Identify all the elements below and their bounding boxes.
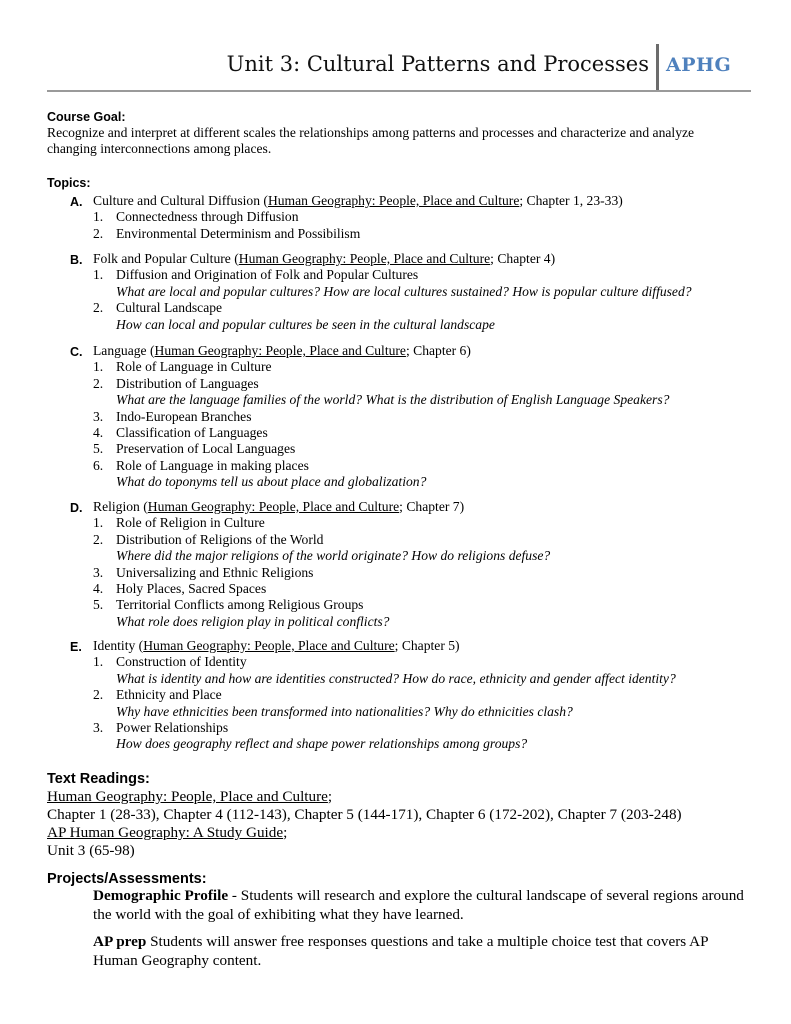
topic-c [70, 343, 760, 491]
book-reference: Human Geography: People, Place and Culture [154, 343, 406, 358]
topic-title: Religion (Human Geography: People, Place and Culture; Chapter 7) [93, 499, 465, 514]
guiding-question: How does geography reflect and shape power relationships among groups? [116, 736, 528, 752]
topic-letter: C. [70, 345, 83, 359]
topic-d [70, 499, 760, 630]
guiding-question: Why have ethnicities been transformed into nationalities? Why do ethnicities clash? [116, 703, 573, 719]
subtopic: 1. Diffusion and Origination of Folk and Popular Cultures What are local and popular cultures? How are local cultures sustained? How is popular culture diffused? [70, 267, 760, 300]
topic-b [70, 251, 760, 333]
header-divider [656, 44, 659, 90]
subtopic: 4. Holy Places, Sacred Spaces [93, 581, 267, 597]
reading-chapters: Unit 3 (65-98) [47, 842, 135, 859]
book-reference: Human Geography: People, Place and Culture [147, 499, 400, 514]
topic-letter: E. [70, 640, 82, 654]
book-reference: Human Geography: People, Place and Culture [238, 251, 491, 266]
page-title: Unit 3: Cultural Patterns and Processes [226, 52, 649, 76]
topic-letter: A. [70, 195, 83, 209]
guiding-question: What are the language families of the world? What is the distribution of English Language Speakers? [116, 392, 670, 408]
guiding-question: What is identity and how are identities constructed? How do race, ethnicity and gender affect identity? [116, 670, 676, 686]
subtopic: 3. Indo-European Branches [93, 408, 252, 424]
topic-letter: B. [70, 253, 83, 267]
subtopic: 2. Distribution of Religions of the World Where did the major religions of the world originate? How do religions defuse? [70, 532, 760, 565]
course-brand: APHG [666, 54, 732, 76]
guiding-question: What role does religion play in political conflicts? [116, 613, 390, 629]
topic-letter: D. [70, 501, 83, 515]
topic-title: Language (Human Geography: People, Place and Culture; Chapter 6) [93, 343, 471, 358]
subtopic: 2. Distribution of Languages What are the language families of the world? What is the distribution of English Language Speakers? [70, 376, 760, 409]
subtopic: 1. Connectedness through Diffusion [93, 209, 299, 225]
topic-title: Folk and Popular Culture (Human Geography: People, Place and Culture; Chapter 4) [93, 251, 556, 266]
subtopic: 6. Role of Language in making places What do toponyms tell us about place and globalization? [70, 458, 760, 491]
subtopic: 5. Territorial Conflicts among Religious Groups What role does religion play in political conflicts? [70, 597, 760, 630]
subtopic: 2. Cultural Landscape How can local and popular cultures be seen in the cultural landscape [70, 300, 760, 333]
book-reference: AP Human Geography: A Study Guide [47, 824, 284, 841]
topic-e [70, 638, 760, 753]
topic-a [70, 193, 760, 242]
subtopic: 1. Role of Language in Culture [93, 359, 272, 375]
book-reference: Human Geography: People, Place and Culture [47, 788, 328, 805]
course-goal-text: Recognize and interpret at different scales the relationships among patterns and processes and characterize and analyze changing interconnections among places. [47, 125, 695, 157]
subtopic: 1. Construction of Identity What is identity and how are identities constructed? How do race, ethnicity and gender affect identity? [70, 654, 760, 687]
subtopic: 3. Power Relationships How does geography reflect and shape power relationships among groups? [70, 720, 760, 753]
reading-chapters: Chapter 1 (28-33), Chapter 4 (112-143), Chapter 5 (144-171), Chapter 6 (172-202), Chapter 7 (203-248) [47, 806, 682, 823]
project-title: AP prep [93, 933, 147, 950]
projects-label: Projects/Assessments: [47, 871, 207, 887]
text-readings: Human Geography: People, Place and Culture; Chapter 1 (28-33), Chapter 4 (112-143), Chapter 5 (144-171), Chapter 6 (172-202), Chapter 7 (203-248) AP Human Geography: A Study Guide; Unit 3 (65-98) [47, 788, 682, 859]
project-title: Demographic Profile [93, 887, 229, 904]
project-item: AP prep Students will answer free responses questions and take a multiple choice test that covers AP Human Geography content. [93, 933, 708, 969]
topic-title: Identity (Human Geography: People, Place and Culture; Chapter 5) [93, 638, 460, 653]
project-item: Demographic Profile - Students will research and explore the cultural landscape of several regions around the world with the goal of exhibiting what they have learned. [93, 887, 744, 923]
course-goal-label: Course Goal: [47, 110, 126, 124]
book-reference: Human Geography: People, Place and Culture [267, 193, 520, 208]
guiding-question: What do toponyms tell us about place and globalization? [116, 474, 427, 490]
subtopic: 3. Universalizing and Ethnic Religions [93, 564, 314, 580]
subtopic: 5. Preservation of Local Languages [93, 441, 296, 457]
page-header [47, 44, 751, 92]
subtopic: 1. Role of Religion in Culture [93, 515, 265, 531]
topics-label: Topics: [47, 176, 91, 190]
subtopic: 2. Environmental Determinism and Possibilism [93, 225, 361, 241]
subtopic: 2. Ethnicity and Place Why have ethnicities been transformed into nationalities? Why do ethnicities clash? [70, 687, 760, 720]
book-reference: Human Geography: People, Place and Culture [143, 638, 395, 653]
guiding-question: What are local and popular cultures? How are local cultures sustained? How is popular culture diffused? [116, 283, 692, 299]
guiding-question: How can local and popular cultures be seen in the cultural landscape [116, 316, 495, 332]
guiding-question: Where did the major religions of the world originate? How do religions defuse? [116, 548, 551, 564]
text-readings-label: Text Readings: [47, 771, 150, 787]
subtopic: 4. Classification of Languages [93, 425, 268, 441]
topic-title: Culture and Cultural Diffusion (Human Geography: People, Place and Culture; Chapter 1, 23-33) [93, 193, 623, 208]
